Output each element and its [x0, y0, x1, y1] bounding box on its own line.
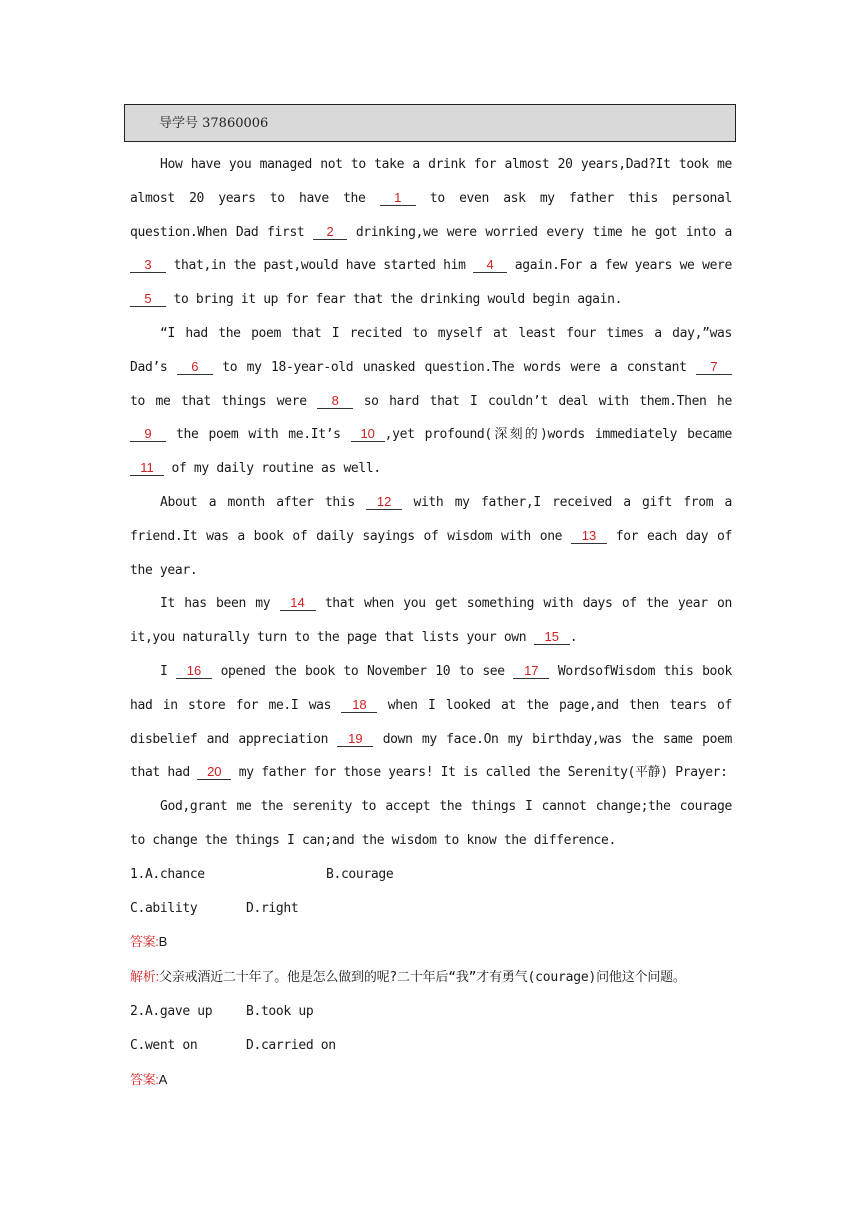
text: with my father,I received a gift from a friend.It was a book of daily sayings of wisdom with one: [130, 494, 732, 544]
text: when I looked at the page,and then tears of disbelief and appreciation: [130, 697, 732, 747]
option-a: 1.A.chance: [130, 866, 205, 882]
text: of my daily routine as well.: [164, 461, 381, 477]
explanation: [130, 960, 732, 995]
text: the poem with me.It’s: [166, 427, 351, 443]
text: I: [160, 663, 177, 679]
options-row: [130, 858, 732, 892]
blank-20: 20: [197, 765, 231, 780]
text: “I had the poem that I recited to myself at least four times a day,”was Dad’s: [130, 325, 732, 375]
blank-6: 6: [177, 360, 213, 375]
text: my father for those years! It is called the Serenity(平静) Prayer:: [231, 765, 728, 781]
text: again.For a few years we were: [507, 258, 732, 274]
document-page: [130, 104, 732, 1097]
options-row: [130, 1029, 732, 1063]
text: so hard that I couldn’t deal with them.Then he: [353, 393, 732, 409]
answer-row: [130, 925, 732, 960]
text: to bring it up for fear that the drinking would begin again.: [166, 292, 623, 308]
blank-19: 19: [337, 732, 373, 747]
answer-row: [130, 1063, 732, 1098]
blank-2: 2: [313, 225, 347, 240]
blank-11: 11: [130, 461, 164, 476]
text: down my face.On my birthday,was the same poem that had: [130, 731, 732, 781]
blank-3: 3: [130, 258, 166, 273]
text: WordsofWisdom this book had in store for me.I was: [130, 663, 732, 713]
answer-value: B: [158, 934, 167, 950]
blank-10: 10: [351, 427, 385, 442]
text: It has been my: [160, 596, 280, 612]
paragraph-2: [130, 317, 732, 486]
text: How have you managed not to take a drink for almost 20 years,Dad?It took me almost 20 years to have the: [130, 157, 732, 206]
blank-15: 15: [534, 630, 570, 645]
text: God,grant me the serenity to accept the things I cannot change;the courage to change the things I can;and the wisdom to know the difference.: [130, 799, 732, 848]
blank-5: 5: [130, 292, 166, 307]
guide-number: 导学号 37860006: [159, 116, 269, 131]
option-b: B.courage: [326, 866, 394, 882]
text: About a month after this: [160, 494, 367, 510]
paragraph-1: [130, 148, 732, 317]
blank-13: 13: [571, 529, 607, 544]
question-1: [130, 858, 732, 995]
explanation-text: 父亲戒酒近二十年了。他是怎么做到的呢?二十年后“我”才有勇气(courage)问他这个问题。: [159, 970, 686, 986]
option-c: C.went on: [130, 1037, 198, 1053]
blank-12: 12: [366, 495, 402, 510]
paragraph-4: [130, 587, 732, 655]
blank-4: 4: [473, 258, 507, 273]
blank-18: 18: [341, 698, 377, 713]
blank-9: 9: [130, 427, 166, 442]
options-row: [130, 892, 732, 926]
text: ,yet profound(深刻的)words immediately became: [384, 427, 732, 443]
blank-16: 16: [176, 664, 212, 679]
paragraph-5: [130, 655, 732, 790]
header-box: [124, 104, 736, 142]
text: that when you get something with days of the year on it,you naturally turn to the page that lists your own: [130, 596, 733, 646]
options-row: [130, 995, 732, 1029]
text: that,in the past,would have started him: [166, 258, 474, 274]
option-c: C.ability: [130, 900, 198, 916]
paragraph-6: [130, 790, 732, 858]
explanation-label: 解析:: [130, 969, 160, 985]
answer-label: 答案:: [130, 934, 159, 950]
answer-label: 答案:: [130, 1071, 159, 1087]
text: for each day of the year.: [130, 528, 732, 578]
blank-1: 1: [380, 191, 416, 206]
cloze-passage: [130, 148, 732, 858]
blank-17: 17: [513, 664, 549, 679]
question-2: [130, 995, 732, 1097]
option-a: 2.A.gave up: [130, 1003, 213, 1019]
paragraph-3: [130, 486, 732, 587]
blank-7: 7: [696, 360, 732, 375]
option-b: B.took up: [246, 1003, 314, 1019]
blank-8: 8: [317, 394, 353, 409]
text: to even ask my father this personal question.When Dad first: [130, 190, 732, 240]
text: opened the book to November 10 to see: [212, 663, 514, 679]
answer-value: A: [158, 1071, 167, 1087]
blank-14: 14: [280, 596, 316, 611]
option-d: D.right: [246, 900, 299, 916]
text: drinking,we were worried every time he got into a: [347, 224, 732, 240]
text: .: [569, 630, 578, 646]
option-d: D.carried on: [246, 1037, 336, 1053]
text: to my 18-year-old unasked question.The words were a constant: [212, 359, 696, 375]
text: to me that things were: [130, 393, 318, 409]
